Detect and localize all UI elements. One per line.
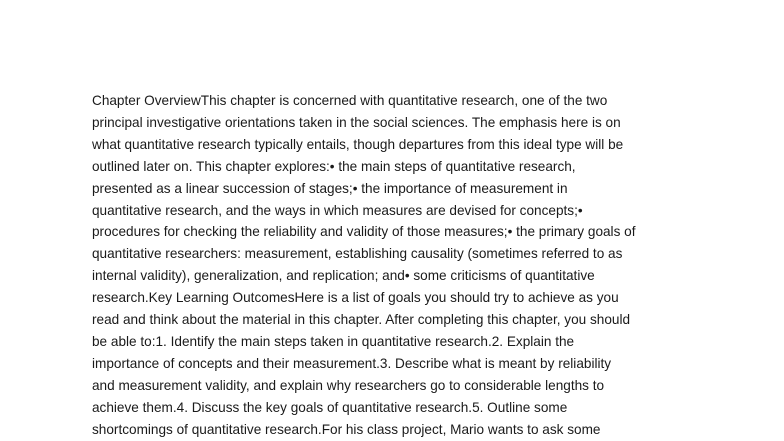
text-line: research.Key Learning OutcomesHere is a list of goals you should try to achieve as you (92, 290, 619, 306)
text-line: outlined later on. This chapter explores:• the main steps of quantitative research, (92, 158, 576, 174)
text-line: quantitative research, and the ways in which measures are devised for concepts;• (92, 202, 583, 218)
text-line: what quantitative research typically entails, though departures from this ideal type will be (92, 136, 624, 152)
text-line: internal validity), generalization, and replication; and• some criticisms of quantitative (92, 268, 595, 284)
text-line: shortcomings of quantitative research.For his class project, Mario wants to ask some (92, 421, 601, 437)
text-line: and measurement validity, and explain why researchers go to considerable lengths to (92, 377, 605, 393)
body-paragraph (92, 90, 702, 441)
text-line: importance of concepts and their measurement.3. Describe what is meant by reliability (92, 355, 612, 371)
text-line: quantitative researchers: measurement, establishing causality (sometimes referred to as (92, 246, 623, 262)
text-line: read and think about the material in this chapter. After completing this chapter, you should (92, 312, 631, 328)
text-line: principal investigative orientations taken in the social sciences. The emphasis here is on (92, 114, 621, 130)
text-line: be able to:1. Identify the main steps taken in quantitative research.2. Explain the (92, 333, 575, 349)
text-line: presented as a linear succession of stages;• the importance of measurement in (92, 180, 568, 196)
text-line: achieve them.4. Discuss the key goals of quantitative research.5. Outline some (92, 399, 568, 415)
text-line: Chapter OverviewThis chapter is concerned with quantitative research, one of the two (92, 93, 608, 108)
text-line: procedures for checking the reliability and validity of those measures;• the primary goals of (92, 224, 636, 240)
